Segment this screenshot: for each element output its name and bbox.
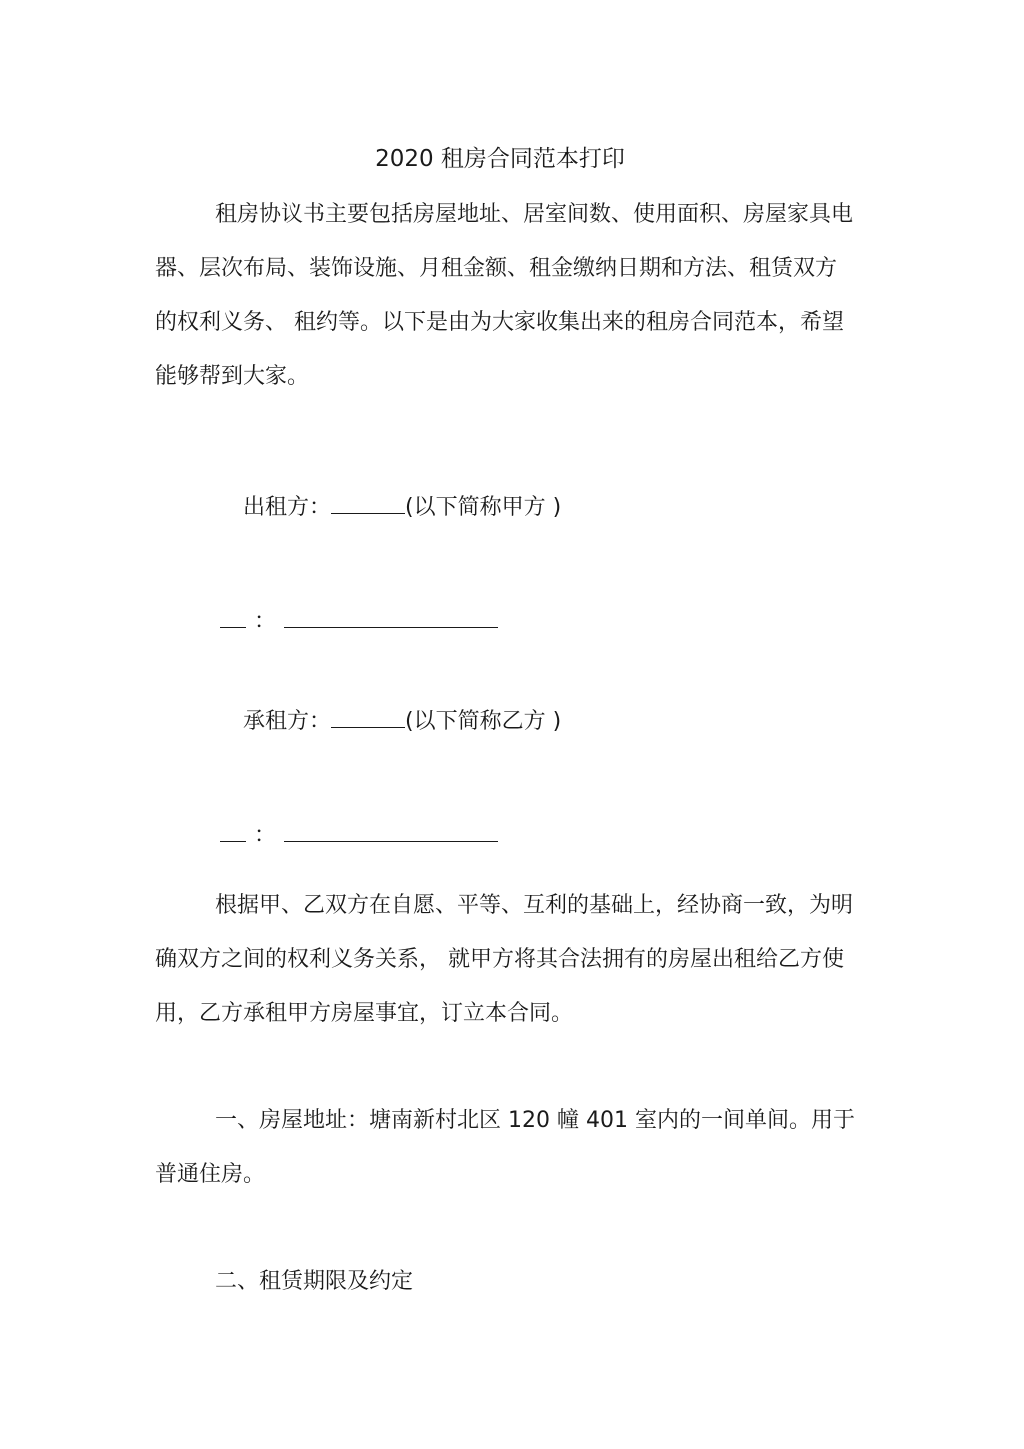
clause-2-heading: 二、租赁期限及约定 (215, 1269, 414, 1294)
lessee-line (215, 675, 561, 767)
clause-1-address: 一、房屋地址：塘南新村北区 120 幢 401 室内的一间单间。用于普通住房。 (155, 1108, 855, 1187)
lessee-label: 承租方： (242, 709, 331, 734)
lessee-name-blank (331, 705, 405, 728)
lessor-suffix: (以下简称甲方 ) (405, 495, 562, 520)
lessee-suffix: (以下简称乙方 ) (405, 709, 562, 734)
lessor-detail-line (192, 575, 498, 667)
lessor-detail-label-blank (220, 605, 246, 628)
lessee-detail-label-blank (220, 819, 246, 842)
lessee-detail-line (192, 789, 498, 881)
lessor-detail-colon: ： (253, 609, 276, 634)
document-title: 2020 租房合同范本打印 (375, 146, 625, 172)
lessor-label: 出租方： (242, 495, 331, 520)
preamble-paragraph: 根据甲、乙双方在自愿、平等、互利的基础上，经协商一致，为明确双方之间的权利义务关系， 就甲方将其合法拥有的房屋出租给乙方使用，乙方承租甲方房屋事宜，订立本合同。 (155, 893, 854, 1026)
lessor-line (215, 461, 561, 553)
lessor-name-blank (331, 491, 405, 514)
lessee-detail-value-blank (284, 819, 498, 842)
lessor-detail-value-blank (284, 605, 498, 628)
lessee-detail-colon: ： (253, 823, 276, 848)
intro-paragraph: 租房协议书主要包括房屋地址、居室间数、使用面积、房屋家具电器、层次布局、装饰设施、月租金额、租金缴纳日期和方法、租赁双方的权利义务、 租约等。以下是由为大家收集出来的租房合同范本，希望能够帮到大家。 (155, 202, 854, 389)
